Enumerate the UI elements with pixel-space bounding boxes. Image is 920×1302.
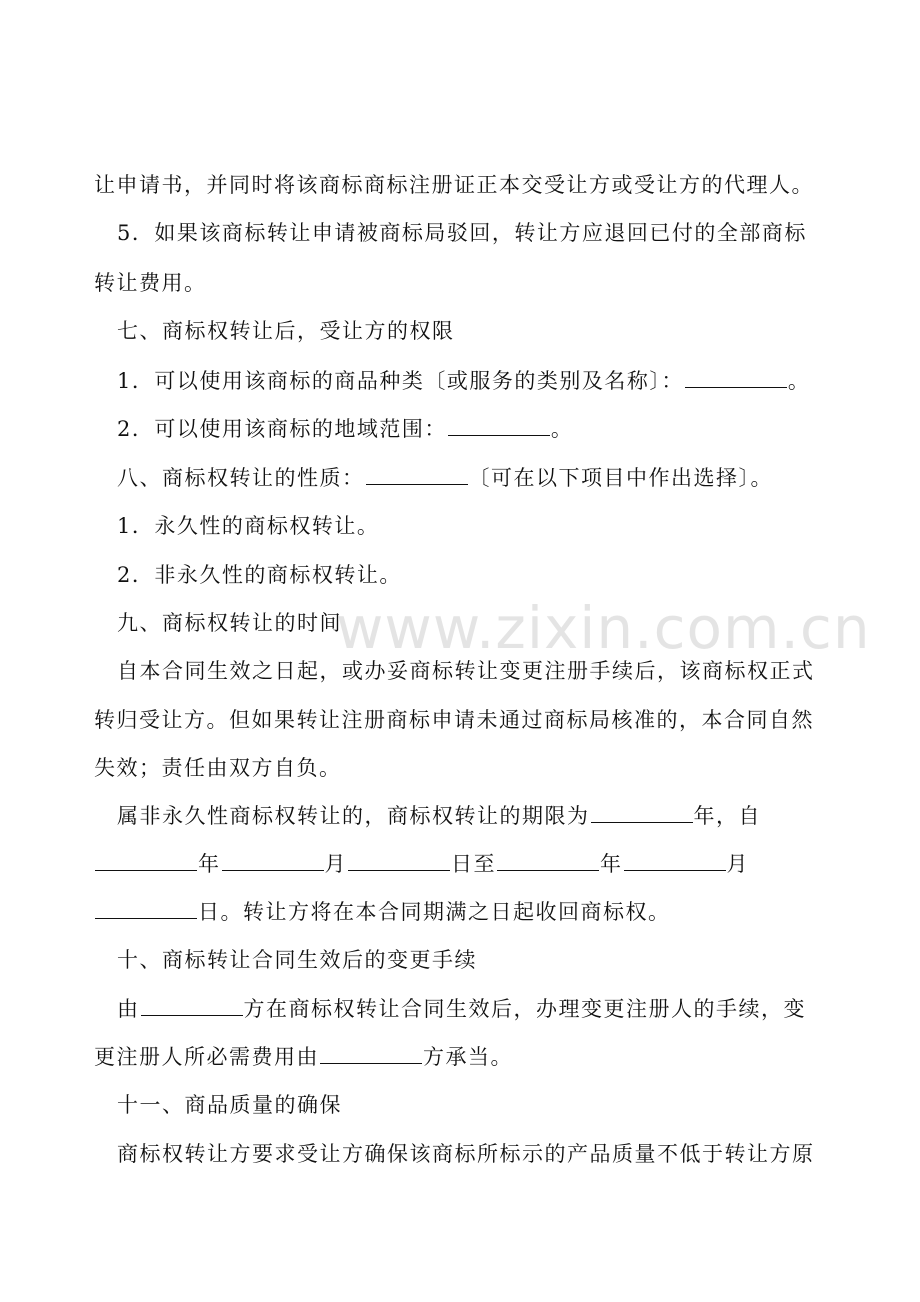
line-text: 由 [117, 997, 140, 1021]
line-text: 更注册人所必需费用由 [94, 1045, 319, 1069]
paragraph-line: 让申请书，并同时将该商标商标注册证正本交受让方或受让方的代理人。 [94, 173, 814, 197]
section-heading: 九、商标权转让的时间 [117, 611, 342, 635]
line-text: 年 [198, 852, 221, 876]
blank-field [366, 464, 468, 485]
section-heading: 十一、商品质量的确保 [117, 1093, 342, 1117]
line-text: 年，自 [693, 804, 761, 828]
blank-field [624, 850, 726, 871]
paragraph-line: 自本合同生效之日起，或办妥商标转让变更注册手续后，该商标权正式 [117, 659, 815, 683]
line-text: 八、商标权转让的性质： [117, 466, 365, 490]
line-text: 方在商标权转让合同生效后，办理变更注册人的手续，变 [243, 997, 806, 1021]
blank-field [95, 850, 197, 871]
line-text: 2．可以使用该商标的地域范围： [117, 417, 447, 441]
blank-field [497, 850, 599, 871]
line-text: 日至 [451, 852, 496, 876]
line-text: 方承当。 [423, 1045, 513, 1069]
line-text: 年 [600, 852, 623, 876]
blank-field [141, 995, 243, 1016]
paragraph-line [117, 994, 806, 1024]
line-text: 。 [550, 417, 574, 441]
section-heading: 七、商标权转让后，受让方的权限 [117, 319, 455, 343]
paragraph-line: 转让费用。 [94, 271, 207, 295]
paragraph-line [117, 414, 573, 444]
line-text: 属非永久性商标权转让的，商标权转让的期限为 [117, 804, 590, 828]
paragraph-line: 2．非永久性的商标权转让。 [117, 563, 402, 587]
blank-field [348, 850, 450, 871]
blank-field [222, 850, 324, 871]
paragraph-line: 失效；责任由双方自负。 [94, 756, 342, 780]
blank-field [448, 415, 550, 436]
line-text: 月 [324, 852, 347, 876]
section-heading [117, 463, 773, 493]
paragraph-line: 转归受让方。但如果转让注册商标申请未通过商标局核准的，本合同自然 [94, 708, 814, 732]
blank-field [320, 1043, 422, 1064]
line-text: 〔可在以下项目中作出选择〕。 [468, 466, 773, 490]
line-text: 。 [787, 369, 811, 393]
line-text: 月 [726, 852, 749, 876]
blank-field [685, 367, 787, 388]
paragraph-line: 1．永久性的商标权转让。 [117, 514, 380, 538]
paragraph-line: 商标权转让方要求受让方确保该商标所标示的产品质量不低于转让方原 [117, 1142, 815, 1166]
paragraph-line [117, 801, 761, 831]
line-text: 1．可以使用该商标的商品种类〔或服务的类别及名称〕： [117, 369, 684, 393]
line-text: 日。转让方将在本合同期满之日起收回商标权。 [198, 900, 671, 924]
watermark: www.zixin.com.cn [336, 594, 871, 662]
blank-field [591, 802, 693, 823]
paragraph-line [94, 897, 671, 927]
paragraph-line [94, 1042, 513, 1072]
blank-field [95, 898, 197, 919]
paragraph-line: 5．如果该商标转让申请被商标局驳回，转让方应退回已付的全部商标 [117, 221, 807, 245]
section-heading: 十、商标转让合同生效后的变更手续 [117, 948, 477, 972]
paragraph-line [94, 849, 749, 879]
paragraph-line [117, 366, 810, 396]
